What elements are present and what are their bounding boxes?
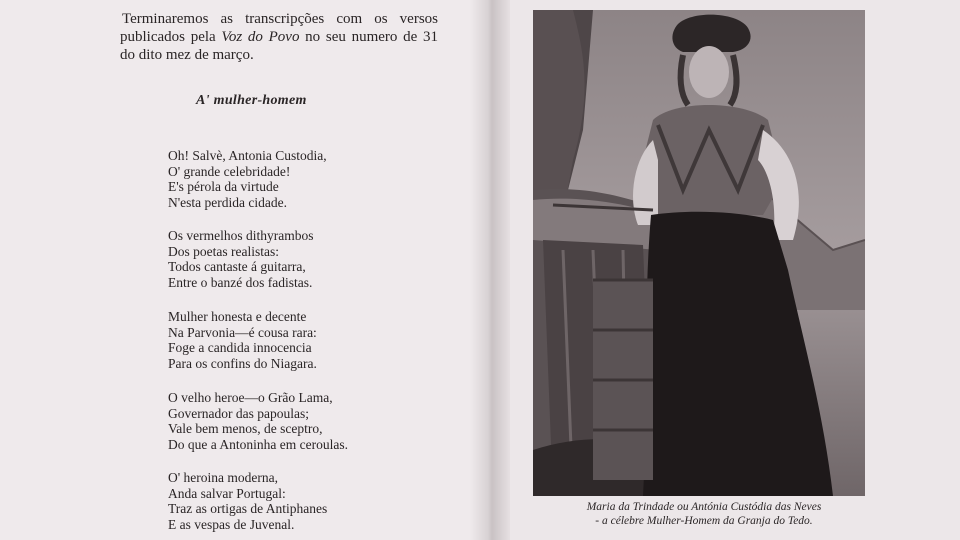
verse-line: O' grande celebridade! xyxy=(168,163,291,179)
verse-line: Governador das papoulas; xyxy=(168,405,309,421)
verse-line: Os vermelhos dithyrambos xyxy=(168,228,314,243)
intro-paragraph xyxy=(120,10,438,64)
verse-line: Para os confins do Niagara. xyxy=(168,355,317,371)
verse-line: E as vespas de Juvenal. xyxy=(168,516,295,532)
stanza-4 xyxy=(168,390,348,452)
verse-line: Todos cantaste á guitarra, xyxy=(168,259,306,274)
verse-line: E's pérola da virtude xyxy=(168,179,279,194)
portrait-photograph xyxy=(533,10,865,496)
verse-line: O' heroina moderna, xyxy=(168,470,279,485)
caption-line-2: - a célebre Mulher-Homem da Granja do Tedo. xyxy=(595,515,813,527)
stanza-3 xyxy=(168,309,317,371)
verse-line: N'esta perdida cidade. xyxy=(168,194,288,210)
poem-title: A' mulher-homem xyxy=(196,93,307,108)
verse-text: Entre o banzé dos fadistas. xyxy=(168,274,313,290)
photo-caption xyxy=(520,500,888,528)
intro-text-end: no seu numero de 31 do dito mez de março. xyxy=(120,29,438,63)
stanza-5 xyxy=(168,470,327,532)
intro-text-start: Terminaremos as transcripções com os versos publicados pela xyxy=(120,11,438,45)
verse-line: O velho heroe—o Grão Lama, xyxy=(168,390,333,405)
verse-line: Vale bem menos, de sceptro, xyxy=(168,421,323,436)
verse-line: Oh! Salvè, Antonia Custodia, xyxy=(168,148,327,163)
verse-line: Mulher honesta e decente xyxy=(168,309,307,324)
verse-line: Na Parvonia—é cousa rara: xyxy=(168,324,317,340)
verse-line: Traz as ortigas de Antiphanes xyxy=(168,501,328,516)
book-gutter xyxy=(470,0,510,540)
verse-line: Dos poetas realistas: xyxy=(168,243,279,259)
stanza-2 xyxy=(168,228,313,290)
verse-line: Foge a candida innocencia xyxy=(168,340,312,355)
verse-line xyxy=(168,275,313,291)
portrait-image xyxy=(533,10,865,496)
verse-line: Do que a Antoninha em ceroulas. xyxy=(168,436,348,452)
caption-line-1: Maria da Trindade ou Antónia Custódia das Neves xyxy=(586,501,822,513)
verse-line: Anda salvar Portugal: xyxy=(168,485,286,501)
stanza-1 xyxy=(168,148,327,210)
intro-newspaper-name: Voz do Povo xyxy=(221,29,300,45)
